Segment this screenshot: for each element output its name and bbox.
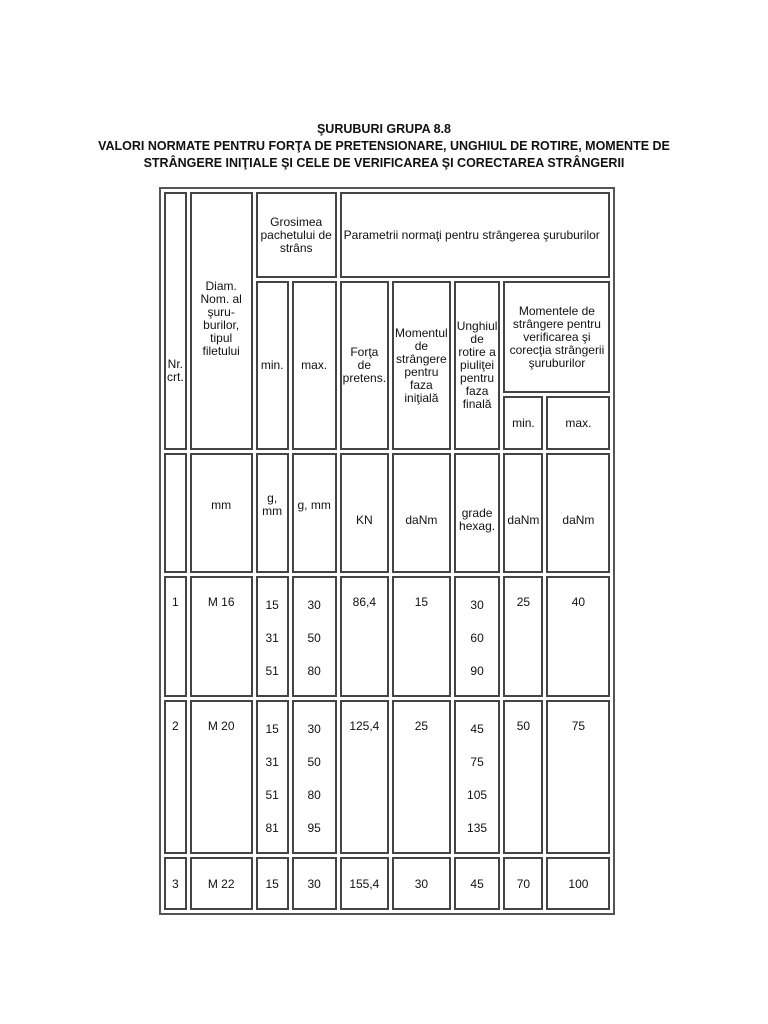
row-diam: M 16: [190, 576, 253, 697]
row-forta: 86,4: [340, 576, 389, 697]
row-moment: 25: [392, 700, 451, 854]
cell-value: 75: [470, 755, 484, 769]
heading-line-2: VALORI NORMATE PENTRU FORŢA DE PRETENSIONARE, UNGHIUL DE ROTIRE, MOMENTE DE: [98, 139, 670, 153]
cell-value: 15: [265, 598, 279, 612]
row-grosime-min: [256, 576, 289, 697]
header-momentele: Momentele de strângere pentru verificarea şi corecţia strângerii şuruburilor: [503, 281, 610, 393]
unit-moment: daNm: [392, 453, 451, 573]
cell-value: 60: [470, 631, 484, 645]
row-momentele-min: 25: [503, 576, 543, 697]
unit-grosime-max: g, mm: [292, 453, 337, 573]
row-nr: 2: [164, 700, 187, 854]
cell-value: 95: [307, 821, 321, 835]
units-nr: [164, 453, 187, 573]
header-grosimea: Grosimea pachetului de strâns: [256, 192, 337, 278]
cell-value: 90: [470, 664, 484, 678]
header-momentele-min: min.: [503, 396, 543, 450]
header-nr-crt: Nr. crt.: [164, 192, 187, 450]
table-row: [164, 857, 610, 910]
cell-value: 50: [307, 755, 321, 769]
cell-value: 50: [307, 631, 321, 645]
cell-value: 135: [467, 821, 488, 835]
row-momentele-max: 100: [546, 857, 610, 910]
row-grosime-max: [292, 576, 337, 697]
row-nr: 3: [164, 857, 187, 910]
row-diam: M 20: [190, 700, 253, 854]
header-unghi: Unghiul de rotire a piuliţei pentru faza finală: [454, 281, 501, 450]
cell-value: 81: [265, 821, 279, 835]
cell-value: 31: [265, 631, 279, 645]
cell-value: 80: [307, 664, 321, 678]
cell-value: 30: [307, 598, 321, 612]
cell-value: 105: [467, 788, 488, 802]
cell-value: 30: [470, 598, 484, 612]
row-momentele-max: 75: [546, 700, 610, 854]
cell-value: 51: [265, 664, 279, 678]
heading-line-1: ŞURUBURI GRUPA 8.8: [316, 122, 452, 136]
header-grosime-min: min.: [256, 281, 289, 450]
cell-value: 45: [470, 722, 484, 736]
row-diam: M 22: [190, 857, 253, 910]
cell-value: 80: [307, 788, 321, 802]
header-moment-initial: Momentul de strângere pentru faza iniţială: [392, 281, 451, 450]
cell-value: 15: [265, 722, 279, 736]
unit-unghi: grade hexag.: [454, 453, 501, 573]
header-parametrii: Parametrii normaţi pentru strângerea şuruburilor: [340, 192, 611, 278]
row-forta: 125,4: [340, 700, 389, 854]
cell-value: 51: [265, 788, 279, 802]
row-momentele-min: 70: [503, 857, 543, 910]
row-grosime-min: 15: [256, 857, 289, 910]
cell-value: 31: [265, 755, 279, 769]
row-forta: 155,4: [340, 857, 389, 910]
header-diam: Diam. Nom. al şuru-burilor, tipul filetului: [190, 192, 253, 450]
unit-diam: mm: [190, 453, 253, 573]
unit-momentele-min: daNm: [503, 453, 543, 573]
unit-forta: KN: [340, 453, 389, 573]
cell-value: 30: [307, 722, 321, 736]
row-unghi: [454, 576, 501, 697]
row-grosime-max: 30: [292, 857, 337, 910]
unit-momentele-max: daNm: [546, 453, 610, 573]
document-heading: [0, 121, 768, 172]
row-moment: 15: [392, 576, 451, 697]
bolt-values-table: [159, 187, 615, 915]
row-nr: 1: [164, 576, 187, 697]
row-momentele-max: 40: [546, 576, 610, 697]
row-grosime-max: [292, 700, 337, 854]
row-unghi: 45: [454, 857, 501, 910]
header-momentele-max: max.: [546, 396, 610, 450]
row-unghi: [454, 700, 501, 854]
table-row: [164, 576, 610, 697]
unit-grosime-min: g, mm: [256, 453, 289, 573]
row-momentele-min: 50: [503, 700, 543, 854]
heading-line-3: STRÂNGERE INIŢIALE ŞI CELE DE VERIFICAREA ŞI CORECTAREA STRÂNGERII: [143, 156, 625, 170]
table-row: [164, 700, 610, 854]
row-moment: 30: [392, 857, 451, 910]
row-grosime-min: [256, 700, 289, 854]
header-forta: Forţa de pretens.: [340, 281, 389, 450]
header-grosime-max: max.: [292, 281, 337, 450]
